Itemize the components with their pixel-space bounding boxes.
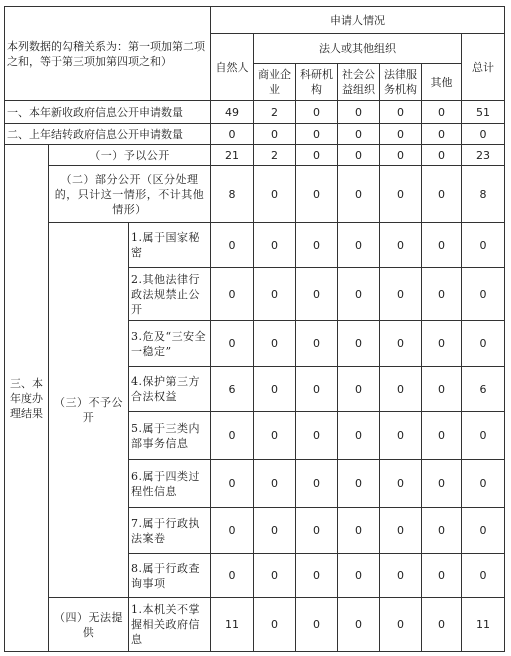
cell-value: 0	[211, 223, 254, 268]
cell-value: 0	[254, 223, 296, 268]
row-unable-1	[5, 598, 505, 652]
cell-value: 2	[254, 145, 296, 166]
cell-value: 0	[211, 268, 254, 321]
cell-value: 0	[422, 321, 462, 367]
cell-value: 0	[254, 124, 296, 145]
cell-value: 0	[338, 124, 380, 145]
cell-value: 0	[338, 223, 380, 268]
cell-value: 0	[254, 268, 296, 321]
row-label: 2.其他法律行政法规禁止公开	[129, 268, 211, 321]
cell-value: 0	[338, 166, 380, 223]
cell-value: 0	[338, 598, 380, 652]
cell-value: 0	[254, 598, 296, 652]
cell-value: 0	[296, 508, 338, 554]
row-new-requests	[5, 101, 505, 124]
cell-value: 0	[338, 101, 380, 124]
cell-value: 0	[296, 101, 338, 124]
cell-value: 0	[296, 223, 338, 268]
cell-value: 0	[422, 460, 462, 508]
cell-value: 0	[380, 508, 422, 554]
cell-value: 0	[380, 223, 422, 268]
header-note: 本列数据的勾稽关系为：第一项加第二项之和，等于第三项加第四项之和）	[5, 7, 211, 101]
cell-value: 0	[380, 554, 422, 598]
cell-value: 0	[296, 598, 338, 652]
cell-value: 0	[296, 367, 338, 412]
row-partial	[5, 166, 505, 223]
cell-value: 0	[296, 412, 338, 460]
row-label: 一、本年新收政府信息公开申请数量	[5, 101, 211, 124]
cell-value: 0	[296, 124, 338, 145]
header-natural: 自然人	[211, 34, 254, 101]
cell-value: 21	[211, 145, 254, 166]
cell-value: 0	[254, 460, 296, 508]
cell-value: 8	[462, 166, 505, 223]
cell-value: 0	[211, 321, 254, 367]
cell-value: 0	[254, 367, 296, 412]
cell-value: 49	[211, 101, 254, 124]
statistics-table	[4, 6, 505, 652]
cell-value: 0	[254, 321, 296, 367]
cell-value: 0	[422, 508, 462, 554]
cell-value: 0	[338, 412, 380, 460]
row-label: 1.本机关不掌握相关政府信息	[129, 598, 211, 652]
row-label: （一）予以公开	[49, 145, 211, 166]
cell-value: 0	[462, 268, 505, 321]
cell-value: 0	[462, 223, 505, 268]
cell-value: 0	[296, 145, 338, 166]
cell-value: 0	[338, 145, 380, 166]
row-label: 4.保护第三方合法权益	[129, 367, 211, 412]
row-label: 8.属于行政查询事项	[129, 554, 211, 598]
cell-value: 0	[422, 101, 462, 124]
cell-value: 0	[296, 268, 338, 321]
cell-value: 0	[211, 554, 254, 598]
cell-value: 0	[296, 321, 338, 367]
header-row-1	[5, 7, 505, 34]
cell-value: 0	[296, 460, 338, 508]
cell-value: 0	[338, 554, 380, 598]
cell-value: 0	[380, 460, 422, 508]
cell-value: 0	[462, 124, 505, 145]
cell-value: 0	[254, 508, 296, 554]
cell-value: 0	[211, 508, 254, 554]
cell-value: 0	[422, 367, 462, 412]
row-label: 3.危及“三安全一稳定”	[129, 321, 211, 367]
subsection-label-unable: （四）无法提供	[49, 598, 129, 652]
row-label: 5.属于三类内部事务信息	[129, 412, 211, 460]
row-label: 6.属于四类过程性信息	[129, 460, 211, 508]
section-label-results: 三、本年度办理结果	[5, 145, 49, 652]
cell-value: 0	[254, 412, 296, 460]
cell-value: 0	[338, 460, 380, 508]
cell-value: 0	[422, 145, 462, 166]
cell-value: 8	[211, 166, 254, 223]
cell-value: 0	[462, 554, 505, 598]
cell-value: 0	[211, 124, 254, 145]
cell-value: 0	[422, 166, 462, 223]
cell-value: 0	[254, 166, 296, 223]
cell-value: 0	[211, 460, 254, 508]
cell-value: 2	[254, 101, 296, 124]
row-label: 1.属于国家秘密	[129, 223, 211, 268]
cell-value: 6	[211, 367, 254, 412]
header-legal-service: 法律服务机构	[380, 64, 422, 101]
subsection-label-not-disclosed: （三）不予公开	[49, 223, 129, 598]
row-carried-over	[5, 124, 505, 145]
header-research: 科研机构	[296, 64, 338, 101]
header-legal-group: 法人或其他组织	[254, 34, 462, 64]
row-label: （二）部分公开（区分处理的，只计这一情形，不计其他情形）	[49, 166, 211, 223]
header-commercial: 商业企业	[254, 64, 296, 101]
cell-value: 0	[380, 598, 422, 652]
cell-value: 23	[462, 145, 505, 166]
cell-value: 0	[462, 508, 505, 554]
cell-value: 0	[380, 166, 422, 223]
cell-value: 0	[380, 145, 422, 166]
header-total: 总计	[462, 34, 505, 101]
cell-value: 0	[462, 412, 505, 460]
row-disclosed	[5, 145, 505, 166]
cell-value: 0	[380, 101, 422, 124]
cell-value: 0	[422, 268, 462, 321]
cell-value: 0	[338, 367, 380, 412]
row-label: 7.属于行政执法案卷	[129, 508, 211, 554]
cell-value: 0	[422, 598, 462, 652]
cell-value: 0	[380, 124, 422, 145]
cell-value: 0	[254, 554, 296, 598]
cell-value: 0	[296, 166, 338, 223]
header-other: 其他	[422, 64, 462, 101]
cell-value: 0	[462, 460, 505, 508]
cell-value: 0	[422, 223, 462, 268]
cell-value: 0	[422, 554, 462, 598]
cell-value: 0	[380, 412, 422, 460]
cell-value: 0	[380, 268, 422, 321]
header-applicant: 申请人情况	[211, 7, 505, 34]
cell-value: 0	[338, 321, 380, 367]
cell-value: 51	[462, 101, 505, 124]
cell-value: 0	[296, 554, 338, 598]
cell-value: 0	[422, 412, 462, 460]
cell-value: 0	[462, 321, 505, 367]
cell-value: 11	[462, 598, 505, 652]
cell-value: 6	[462, 367, 505, 412]
cell-value: 11	[211, 598, 254, 652]
row-not-disclosed-1	[5, 223, 505, 268]
header-social: 社会公益组织	[338, 64, 380, 101]
cell-value: 0	[422, 124, 462, 145]
cell-value: 0	[380, 367, 422, 412]
cell-value: 0	[211, 412, 254, 460]
cell-value: 0	[380, 321, 422, 367]
cell-value: 0	[338, 268, 380, 321]
cell-value: 0	[338, 508, 380, 554]
row-label: 二、上年结转政府信息公开申请数量	[5, 124, 211, 145]
